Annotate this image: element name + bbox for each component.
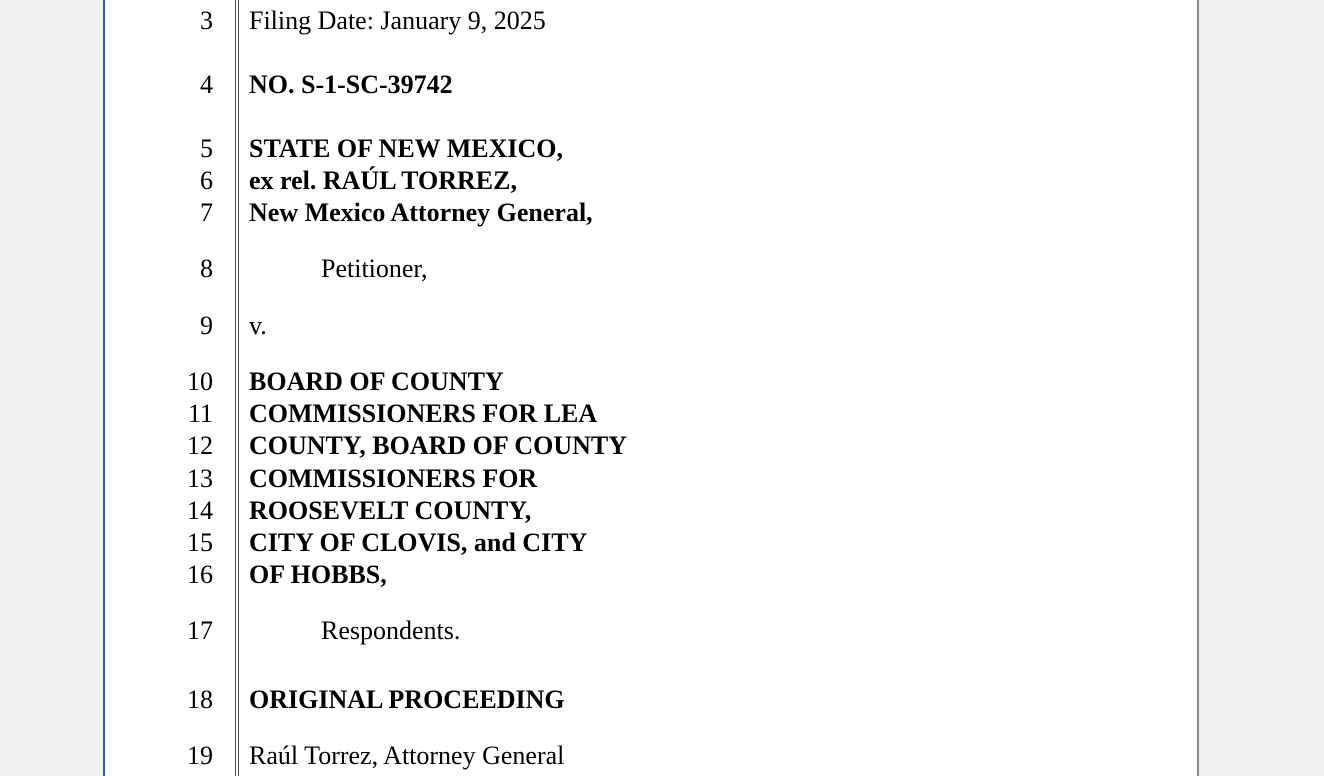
respondent-line: CITY OF CLOVIS, and CITY [249,528,588,557]
line-number: 5 [200,134,213,163]
filing-date: Filing Date: January 9, 2025 [249,6,546,35]
line-number: 7 [200,198,213,227]
line-number: 4 [200,70,213,99]
respondent-line: OF HOBBS, [249,560,387,589]
line-number: 9 [200,311,213,340]
case-number: NO. S-1-SC-39742 [249,70,453,99]
line-number: 10 [187,367,213,396]
margin-rule-right [238,0,239,776]
line-number: 11 [187,399,213,428]
respondent-role: Respondents. [321,616,461,645]
respondent-line: COMMISSIONERS FOR [249,464,538,493]
respondent-line: COMMISSIONERS FOR LEA [249,399,598,428]
respondent-line: ROOSEVELT COUNTY, [249,496,532,525]
line-number: 13 [187,464,213,493]
line-number: 6 [200,166,213,195]
line-number: 12 [187,431,213,460]
line-number: 14 [187,496,213,525]
line-number: 16 [187,560,213,589]
margin-rule-left [235,0,236,776]
line-number: 8 [200,254,213,283]
petitioner-line: ex rel. RAÚL TORREZ, [249,166,517,195]
line-number: 3 [200,6,213,35]
line-number: 17 [187,616,213,645]
petitioner-role: Petitioner, [321,254,428,283]
petitioner-line: STATE OF NEW MEXICO, [249,134,563,163]
petitioner-line: New Mexico Attorney General, [249,198,593,227]
line-number: 15 [187,528,213,557]
line-number: 18 [187,685,213,714]
line-number: 19 [187,741,213,770]
respondent-line: BOARD OF COUNTY [249,367,504,396]
respondent-line: COUNTY, BOARD OF COUNTY [249,431,627,460]
proceeding-heading: ORIGINAL PROCEEDING [249,685,565,714]
versus: v. [249,311,267,340]
counsel-line: Raúl Torrez, Attorney General [249,741,565,770]
